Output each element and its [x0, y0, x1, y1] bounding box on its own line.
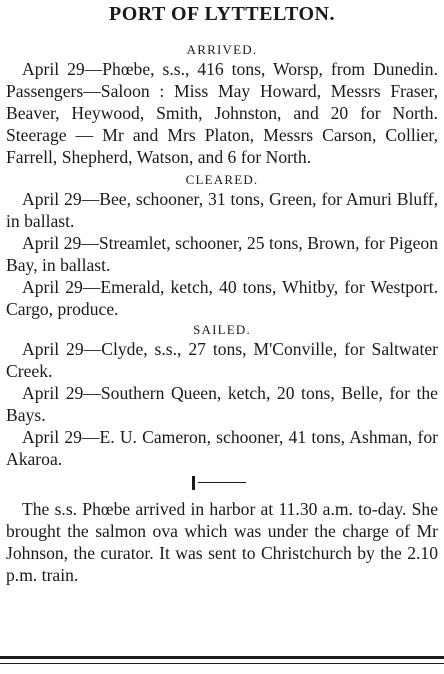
divider-line [198, 482, 246, 483]
section-heading-cleared: CLEARED. [185, 172, 259, 187]
page-title: PORT OF LYTTELTON. [109, 3, 335, 25]
cleared-entry: April 29—Bee, schooner, 31 tons, Green, for Amuri Bluff, in ballast. [6, 189, 438, 231]
section-divider [192, 476, 252, 490]
section-heading-arrived: ARRIVED. [186, 42, 258, 57]
section-heading-sailed: SAILED. [193, 322, 251, 337]
bottom-double-rule [0, 656, 444, 664]
sailed-entry: April 29—Clyde, s.s., 27 tons, M'Conville, for Saltwater Creek. [6, 339, 438, 381]
sailed-entry: April 29—E. U. Cameron, schooner, 41 tons, Ashman, for Akaroa. [6, 427, 438, 469]
sailed-entry: April 29—Southern Queen, ketch, 20 tons, Belle, for the Bays. [6, 383, 438, 425]
cleared-entry: April 29—Emerald, ketch, 40 tons, Whitby, for Westport. Cargo, produce. [6, 277, 438, 319]
harbor-note: The s.s. Phœbe arrived in harbor at 11.30 a.m. to-day. She brought the salmon ova which was under the charge of Mr Johnson, the curator. It was sent to Christchurch by the 2.10 p.m. train. [6, 499, 438, 585]
arrived-entry: April 29—Phœbe, s.s., 416 tons, Worsp, from Dunedin. Passengers—Saloon : Miss May Howard, Messrs Fraser, Beaver, Heywood, Smith, Johnston, and 20 for North. Steerage — Mr and Mrs Platon, Messrs Carson, Collier, Farrell, Shepherd, Watson, and 6 for North. [6, 59, 438, 167]
cleared-entry: April 29—Streamlet, schooner, 25 tons, Brown, for Pigeon Bay, in ballast. [6, 233, 438, 275]
divider-bar [192, 476, 195, 490]
